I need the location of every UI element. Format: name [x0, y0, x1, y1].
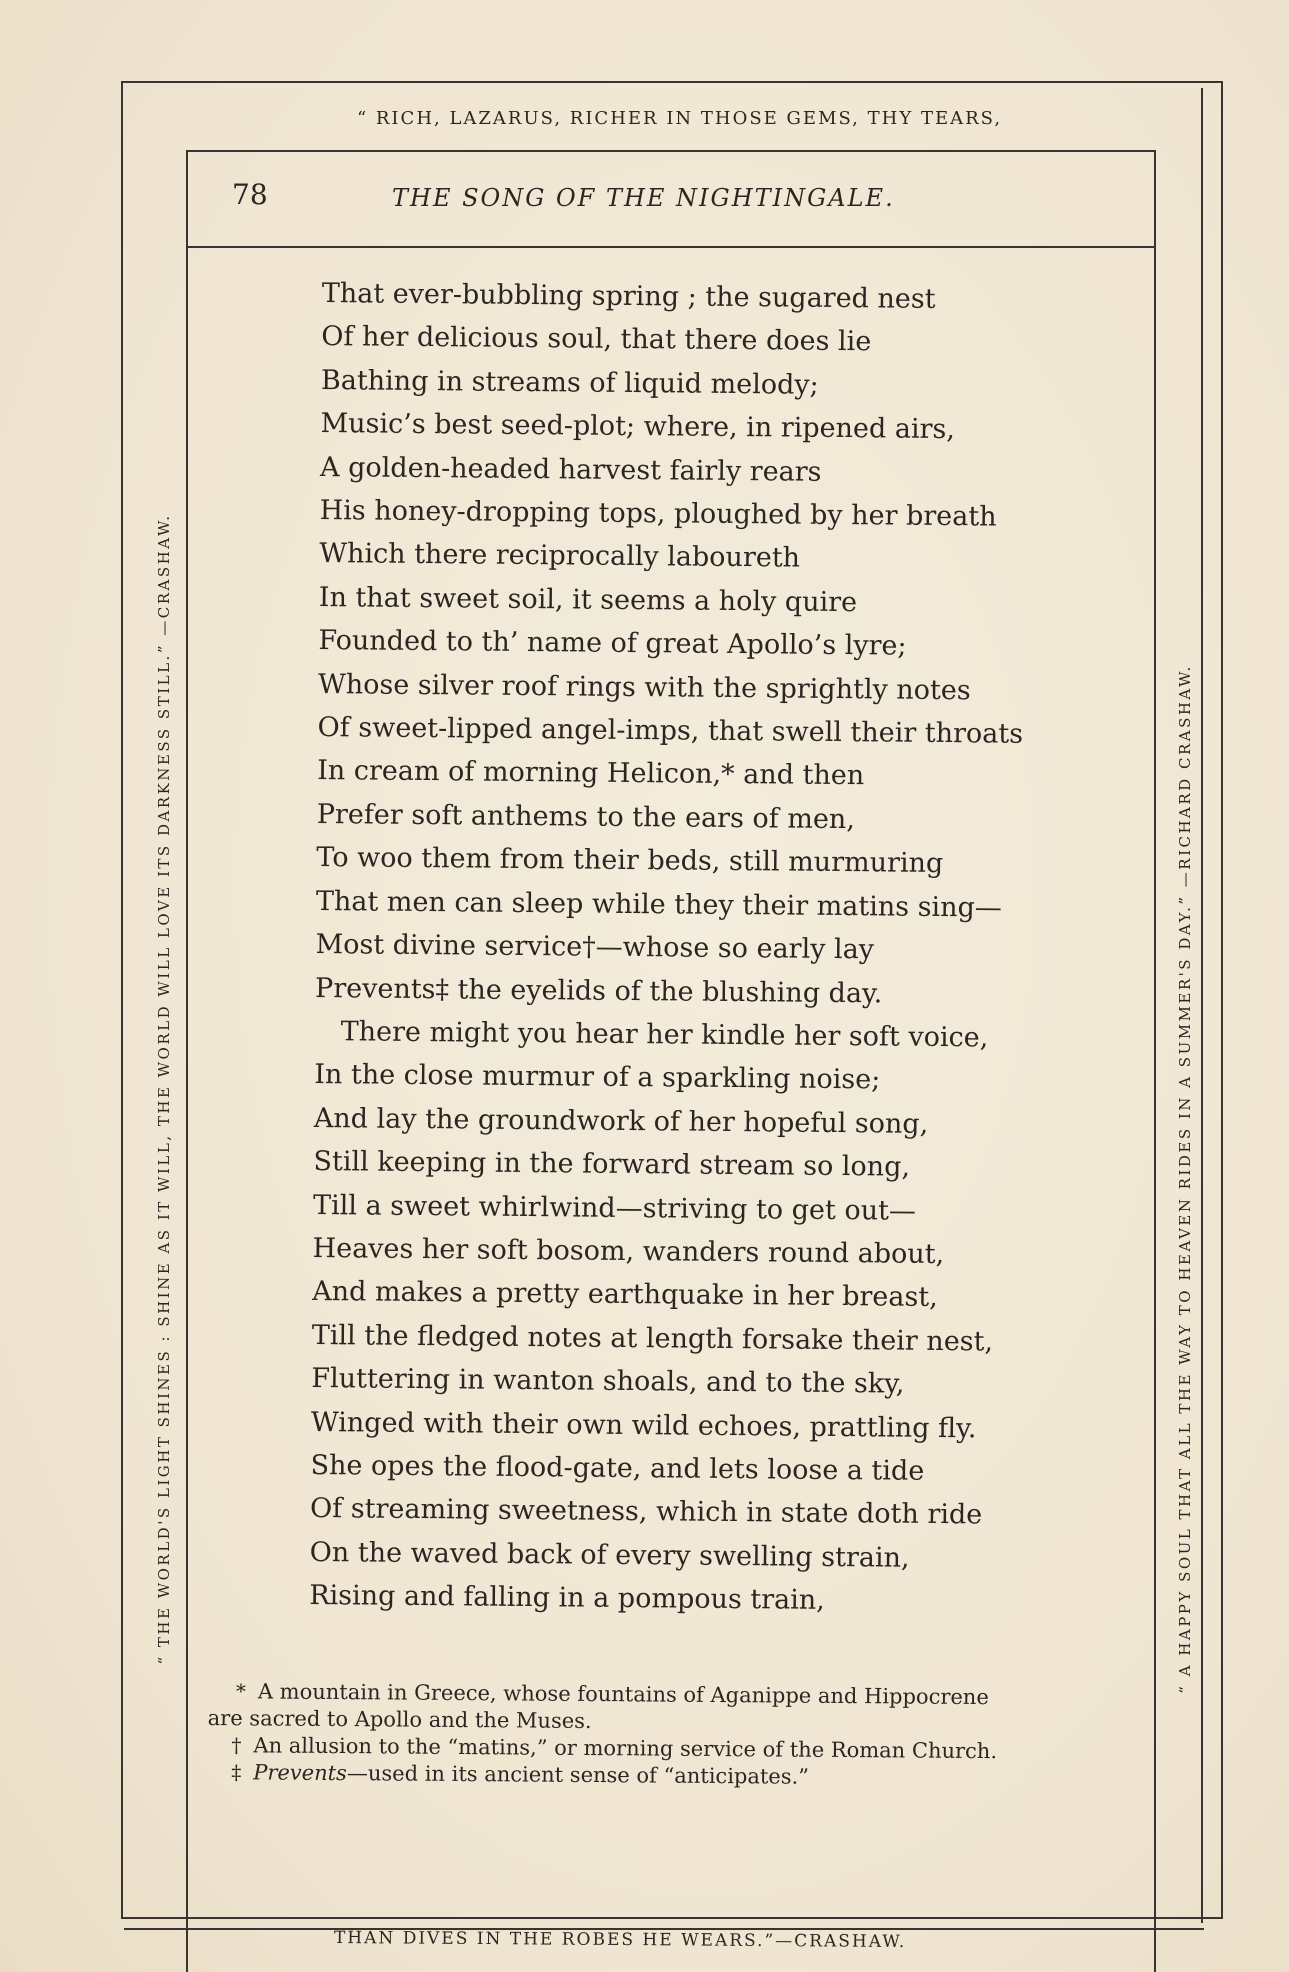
poem-line: Prevents‡ the eyelids of the blushing day.: [314, 972, 883, 1009]
inner-border-top: [188, 150, 1156, 152]
left-margin-quote: “ THE WORLD'S LIGHT SHINES : SHINE AS IT WILL, THE WORLD WILL LOVE ITS DARKNESS STILL.” —CRASHAW.: [155, 513, 173, 1665]
footnote-dagger-mark: †: [231, 1733, 242, 1758]
outer-border-right-rule: [1201, 88, 1203, 1923]
header-rule: [188, 246, 1154, 248]
inner-border-right: [1154, 150, 1156, 1972]
poem-line: Rising and falling in a pompous train,: [309, 1580, 825, 1617]
footnote-star-text: A mountain in Greece, whose fountains of Aganippe and Hippocrene: [257, 1679, 989, 1710]
inner-border-left: [186, 150, 188, 1972]
poem-line: Music’s best seed-plot; where, in ripened airs,: [320, 408, 956, 446]
poem-line: Heaves her soft bosom, wanders round about,: [312, 1232, 945, 1270]
poem-line: Most divine service†—whose so early lay: [315, 929, 875, 966]
poem-line: And lay the groundwork of her hopeful song,: [313, 1102, 929, 1140]
footnote-dagger-text: An allusion to the “matins,” or morning service of the Roman Church.: [253, 1733, 998, 1764]
right-margin-quote: “ A HAPPY SOUL THAT ALL THE WAY TO HEAVEN RIDES IN A SUMMER'S DAY.” —RICHARD CRASHAW.: [1176, 664, 1194, 1694]
poem-line: That men can sleep while they their matins sing—: [315, 885, 1002, 924]
poem-line: Bathing in streams of liquid melody;: [320, 364, 819, 401]
poem-line: Which there reciprocally laboureth: [319, 538, 801, 575]
footnote-double-dagger-mark: ‡: [231, 1760, 242, 1785]
poem-line: Till the fledged notes at length forsake their nest,: [311, 1319, 994, 1358]
poem-line: Still keeping in the forward stream so long,: [313, 1146, 911, 1183]
poem-line: To woo them from their beds, still murmuring: [316, 842, 944, 880]
poem-line: Winged with their own wild echoes, prattling fly.: [310, 1406, 977, 1444]
poem-line: Of her delicious soul, that there does lie: [321, 321, 872, 358]
footnote-star-continued: are sacred to Apollo and the Muses.: [207, 1705, 592, 1734]
poem-body: [309, 272, 1122, 1625]
footnote-double-dagger-word: Prevents: [253, 1760, 347, 1786]
running-title: THE SONG OF THE NIGHTINGALE.: [392, 184, 895, 212]
page-number: 78: [232, 178, 268, 211]
footnotes: [207, 1678, 1138, 1793]
poem-line: Of sweet-lipped angel-imps, that swell their throats: [317, 712, 1024, 750]
footnote-double-dagger-text: —used in its ancient sense of “anticipates.”: [346, 1761, 810, 1789]
poem-line: Prefer soft anthems to the ears of men,: [316, 798, 856, 836]
poem-line: In that sweet soil, it seems a holy quire: [318, 581, 858, 618]
footnote-star-mark: *: [235, 1679, 246, 1704]
poem-line: Whose silver roof rings with the sprightly notes: [317, 668, 971, 706]
poem-line: In the close murmur of a sparkling noise;: [314, 1059, 881, 1096]
poem-line: On the waved back of every swelling strain,: [309, 1536, 910, 1574]
poem-line: His honey-dropping tops, ploughed by her breath: [319, 495, 997, 533]
bottom-margin-quote: THAN DIVES IN THE ROBES HE WEARS.”—CRASHAW.: [333, 1928, 907, 1952]
poem-line: In cream of morning Helicon,* and then: [317, 755, 865, 792]
poem-line: And makes a pretty earthquake in her breast,: [312, 1276, 938, 1314]
poem-line: Fluttering in wanton shoals, and to the sky,: [311, 1363, 905, 1400]
poem-line: There might you hear her kindle her soft voice,: [340, 1016, 989, 1054]
poem-line: That ever-bubbling spring ; the sugared nest: [321, 277, 936, 315]
poem-line: Of streaming sweetness, which in state doth ride: [309, 1493, 983, 1531]
poem-line: Till a sweet whirlwind—striving to get out—: [312, 1189, 917, 1227]
poem-line: She opes the flood-gate, and lets loose a tide: [310, 1449, 925, 1487]
poem-line: Founded to th’ name of great Apollo’s lyre;: [318, 625, 907, 662]
poem-line: A golden-headed harvest fairly rears: [319, 451, 822, 488]
top-margin-quote: “ RICH, LAZARUS, RICHER IN THOSE GEMS, THY TEARS,: [356, 108, 1003, 129]
